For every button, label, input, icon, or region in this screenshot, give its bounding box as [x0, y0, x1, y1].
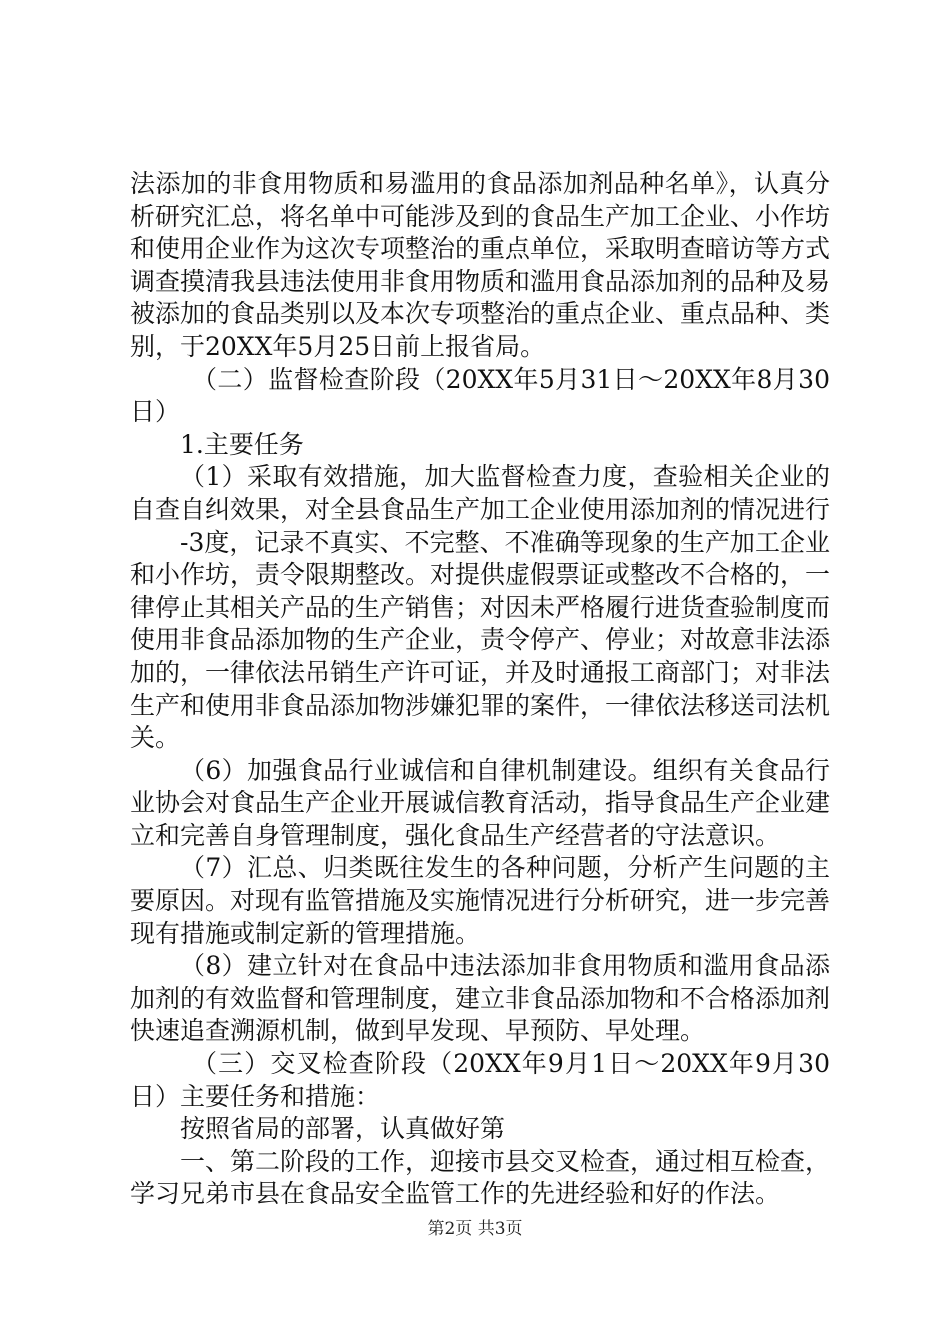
paragraph-rectification: -3度，记录不真实、不完整、不准确等现象的生产加工企业和小作坊，责令限期整改。对提供虚假票证或整改不合格的，一律停止其相关产品的生产销售；对因未严格履行进货查验制度而使用非食品添加物的生产企业，责令停产、停业；对故意非法添加的，一律依法吊销生产许可证，并及时通报工商部门；对非法生产和使用非食品添加物涉嫌犯罪的案件，一律依法移送司法机关。: [130, 527, 831, 753]
paragraph-task-6: （6）加强食品行业诚信和自律机制建设。组织有关食品行业协会对食品生产企业开展诚信教育活动，指导食品生产企业建立和完善自身管理制度，强化食品生产经营者的守法意识。: [130, 755, 831, 850]
document-body: [130, 168, 830, 1211]
paragraph-stage-two-heading: （二）监督检查阶段（20XX年5月31日～20XX年8月30日）: [130, 364, 830, 427]
paragraph-stage-three-heading: （三）交叉检查阶段（20XX年9月1日～20XX年9月30日）主要任务和措施：: [130, 1049, 830, 1111]
paragraph-task-1: （1）采取有效措施，加大监督检查力度，查验相关企业的自查自纠效果，对全县食品生产加工企业使用添加剂的情况进行: [130, 462, 831, 524]
page-number-footer: 第2页 共3页: [427, 1219, 523, 1239]
paragraph-cross-inspection: 一、第二阶段的工作，迎接市县交叉检查，通过相互检查，学习兄弟市县在食品安全监管工作的先进经验和好的作法。: [130, 1146, 831, 1209]
paragraph-task-8: （8）建立针对在食品中违法添加非食用物质和滥用食品添加剂的有效监督和管理制度，建立非食品添加物和不合格添加剂快速追查溯源机制，做到早发现、早预防、早处理。: [130, 951, 831, 1046]
paragraph-main-tasks-heading: 1.主要任务: [180, 429, 304, 459]
paragraph-deployment: 按照省局的部署，认真做好第: [180, 1114, 506, 1144]
paragraph-list-submission: 法添加的非食用物质和易滥用的食品添加剂品种名单》，认真分析研究汇总，将名单中可能涉及到的食品生产加工企业、小作坊和使用企业作为这次专项整治的重点单位，采取明查暗访等方式调查摸清我县违法使用非食用物质和滥用食品添加剂的品种及易被添加的食品类别以及本次专项整治的重点企业、重点品种、类别，于20XX年5月25日前上报省局。: [130, 169, 831, 361]
paragraph-task-7: （7）汇总、归类既往发生的各种问题，分析产生问题的主要原因。对现有监管措施及实施情况进行分析研究，进一步完善现有措施或制定新的管理措施。: [130, 853, 831, 948]
